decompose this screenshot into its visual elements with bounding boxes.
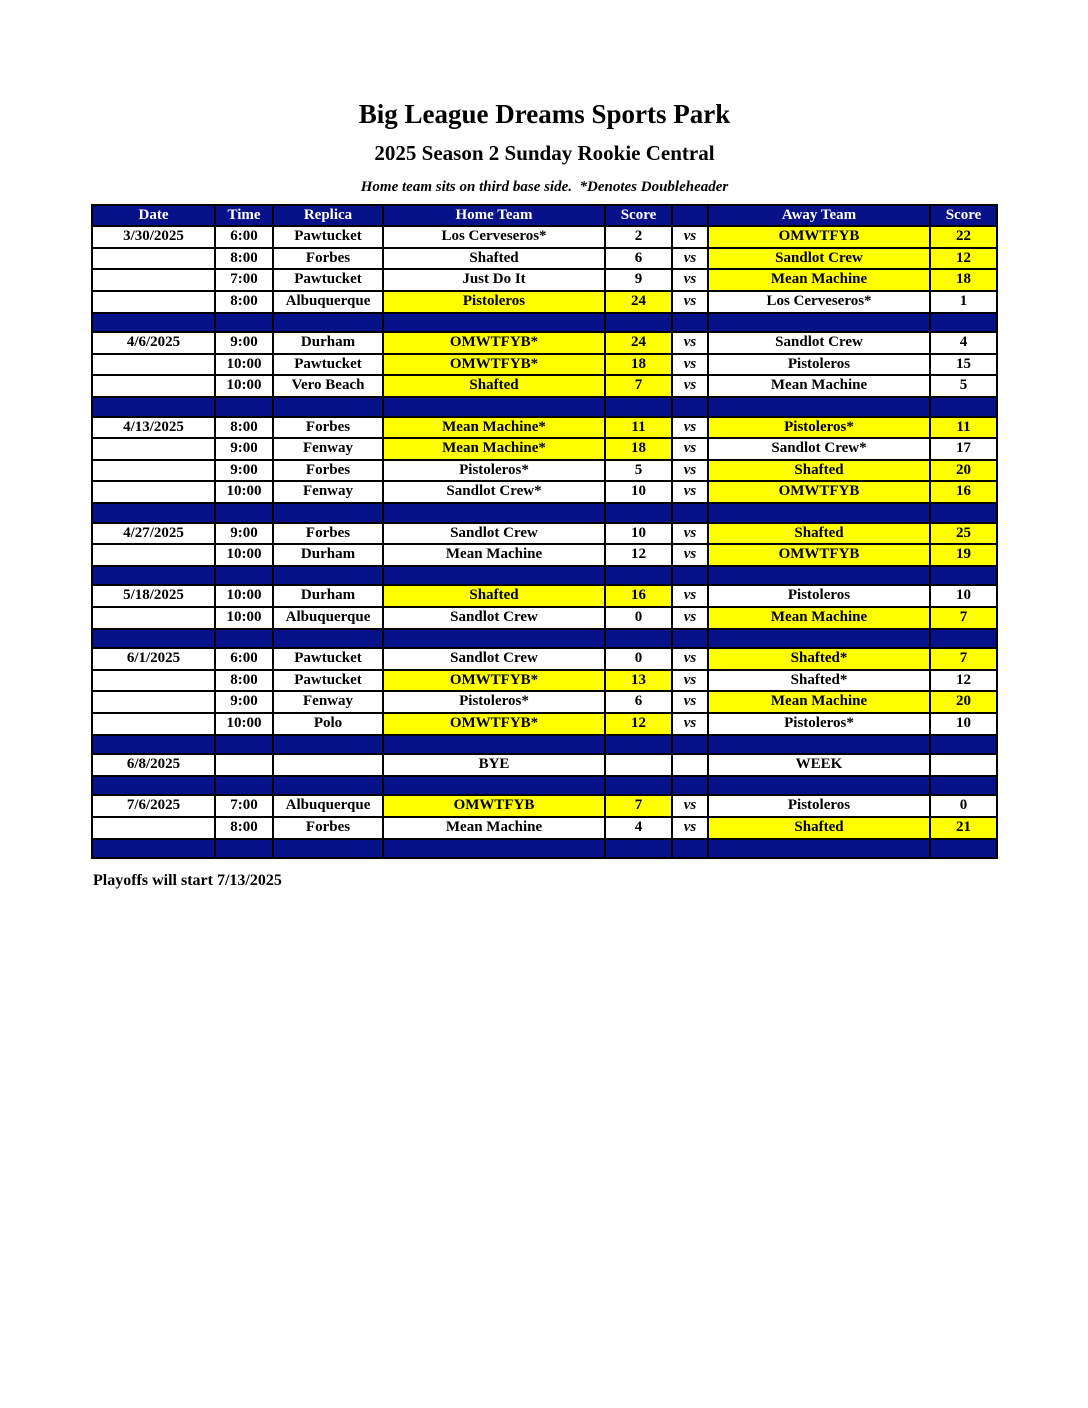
schedule-sheet xyxy=(91,0,998,890)
page-subtitle: 2025 Season 2 Sunday Rookie Central xyxy=(374,140,715,165)
separator-cell xyxy=(930,397,997,417)
home-team-cell: Sandlot Crew* xyxy=(383,481,605,503)
time-cell: 10:00 xyxy=(215,544,273,566)
separator-cell xyxy=(383,313,605,333)
playoffs-note: Playoffs will start 7/13/2025 xyxy=(93,872,282,890)
date-cell xyxy=(92,607,215,629)
game-row xyxy=(92,795,997,817)
date-cell xyxy=(92,481,215,503)
separator-cell xyxy=(273,503,383,523)
replica-cell: Durham xyxy=(273,332,383,354)
vs-label: vs xyxy=(672,291,708,313)
home-team-cell: BYE xyxy=(383,754,605,776)
away-score-cell: 17 xyxy=(930,438,997,460)
separator-cell xyxy=(273,776,383,796)
away-team-cell: Pistoleros xyxy=(708,795,930,817)
away-team-cell: Shafted* xyxy=(708,648,930,670)
vs-label: vs xyxy=(672,817,708,839)
away-team-cell: OMWTFYB xyxy=(708,544,930,566)
vs-label: vs xyxy=(672,226,708,248)
away-score-cell: 16 xyxy=(930,481,997,503)
home-score-cell: 18 xyxy=(605,354,672,376)
time-cell xyxy=(215,754,273,776)
home-score-cell xyxy=(605,754,672,776)
time-cell: 10:00 xyxy=(215,585,273,607)
separator-cell xyxy=(605,735,672,755)
game-row xyxy=(92,544,997,566)
away-team-cell: Shafted* xyxy=(708,670,930,692)
home-team-cell: Just Do It xyxy=(383,269,605,291)
home-score-cell: 24 xyxy=(605,332,672,354)
separator-cell xyxy=(273,839,383,859)
home-score-cell: 16 xyxy=(605,585,672,607)
date-cell xyxy=(92,291,215,313)
date-cell xyxy=(92,670,215,692)
away-team-cell: Shafted xyxy=(708,817,930,839)
replica-cell: Durham xyxy=(273,585,383,607)
home-team-cell: Mean Machine xyxy=(383,544,605,566)
vs-label: vs xyxy=(672,460,708,482)
game-row xyxy=(92,670,997,692)
separator-cell xyxy=(383,735,605,755)
separator-row xyxy=(92,313,997,333)
away-team-cell: Sandlot Crew xyxy=(708,248,930,270)
separator-cell xyxy=(273,397,383,417)
date-cell xyxy=(92,713,215,735)
away-score-cell: 7 xyxy=(930,607,997,629)
away-team-cell: Pistoleros* xyxy=(708,417,930,439)
replica-cell: Pawtucket xyxy=(273,354,383,376)
game-row xyxy=(92,438,997,460)
home-score-cell: 10 xyxy=(605,523,672,545)
separator-cell xyxy=(672,839,708,859)
away-team-cell: Pistoleros* xyxy=(708,713,930,735)
separator-cell xyxy=(605,313,672,333)
home-score-cell: 10 xyxy=(605,481,672,503)
replica-cell: Fenway xyxy=(273,691,383,713)
game-row xyxy=(92,523,997,545)
away-score-cell: 20 xyxy=(930,691,997,713)
separator-cell xyxy=(605,503,672,523)
col-header-vs xyxy=(672,205,708,227)
home-score-cell: 6 xyxy=(605,248,672,270)
time-cell: 7:00 xyxy=(215,269,273,291)
home-team-cell: Mean Machine xyxy=(383,817,605,839)
vs-label: vs xyxy=(672,691,708,713)
separator-cell xyxy=(273,313,383,333)
away-score-cell: 11 xyxy=(930,417,997,439)
separator-cell xyxy=(215,397,273,417)
home-score-cell: 24 xyxy=(605,291,672,313)
date-cell: 4/6/2025 xyxy=(92,332,215,354)
vs-label: vs xyxy=(672,544,708,566)
separator-cell xyxy=(273,629,383,649)
replica-cell: Albuquerque xyxy=(273,795,383,817)
vs-label: vs xyxy=(672,607,708,629)
separator-cell xyxy=(708,839,930,859)
separator-cell xyxy=(605,566,672,586)
vs-label: vs xyxy=(672,354,708,376)
separator-row xyxy=(92,503,997,523)
date-cell xyxy=(92,460,215,482)
time-cell: 8:00 xyxy=(215,670,273,692)
away-score-cell: 1 xyxy=(930,291,997,313)
home-team-cell: Shafted xyxy=(383,248,605,270)
game-row xyxy=(92,417,997,439)
date-cell xyxy=(92,544,215,566)
away-team-cell: Pistoleros xyxy=(708,354,930,376)
separator-cell xyxy=(92,735,215,755)
time-cell: 9:00 xyxy=(215,523,273,545)
separator-cell xyxy=(383,839,605,859)
col-header-away-score: Score xyxy=(930,205,997,227)
col-header-date: Date xyxy=(92,205,215,227)
time-cell: 10:00 xyxy=(215,481,273,503)
replica-cell: Pawtucket xyxy=(273,269,383,291)
separator-cell xyxy=(672,776,708,796)
col-header-home-team: Home Team xyxy=(383,205,605,227)
home-score-cell: 7 xyxy=(605,795,672,817)
vs-label: vs xyxy=(672,713,708,735)
home-score-cell: 11 xyxy=(605,417,672,439)
game-row xyxy=(92,291,997,313)
date-cell xyxy=(92,375,215,397)
replica-cell: Albuquerque xyxy=(273,607,383,629)
game-row xyxy=(92,607,997,629)
separator-row xyxy=(92,735,997,755)
separator-cell xyxy=(383,566,605,586)
time-cell: 8:00 xyxy=(215,817,273,839)
time-cell: 10:00 xyxy=(215,375,273,397)
date-cell xyxy=(92,269,215,291)
home-score-cell: 7 xyxy=(605,375,672,397)
separator-cell xyxy=(930,313,997,333)
home-team-cell: Mean Machine* xyxy=(383,417,605,439)
game-row xyxy=(92,691,997,713)
time-cell: 8:00 xyxy=(215,291,273,313)
home-team-cell: Shafted xyxy=(383,375,605,397)
time-cell: 10:00 xyxy=(215,607,273,629)
home-team-cell: Shafted xyxy=(383,585,605,607)
separator-cell xyxy=(383,629,605,649)
replica-cell: Forbes xyxy=(273,248,383,270)
replica-cell: Pawtucket xyxy=(273,648,383,670)
vs-label: vs xyxy=(672,375,708,397)
separator-cell xyxy=(92,397,215,417)
time-cell: 9:00 xyxy=(215,332,273,354)
home-score-cell: 13 xyxy=(605,670,672,692)
game-row xyxy=(92,354,997,376)
home-team-cell: OMWTFYB xyxy=(383,795,605,817)
separator-cell xyxy=(672,503,708,523)
separator-cell xyxy=(215,313,273,333)
separator-cell xyxy=(605,397,672,417)
away-score-cell: 19 xyxy=(930,544,997,566)
date-cell xyxy=(92,248,215,270)
date-cell: 4/27/2025 xyxy=(92,523,215,545)
separator-cell xyxy=(930,776,997,796)
col-header-time: Time xyxy=(215,205,273,227)
away-team-cell: Mean Machine xyxy=(708,607,930,629)
separator-cell xyxy=(930,735,997,755)
replica-cell: Fenway xyxy=(273,481,383,503)
separator-cell xyxy=(930,839,997,859)
replica-cell: Albuquerque xyxy=(273,291,383,313)
separator-cell xyxy=(708,735,930,755)
home-score-cell: 2 xyxy=(605,226,672,248)
game-row xyxy=(92,375,997,397)
home-team-cell: OMWTFYB* xyxy=(383,713,605,735)
replica-cell: Forbes xyxy=(273,417,383,439)
date-cell xyxy=(92,354,215,376)
separator-cell xyxy=(672,566,708,586)
separator-cell xyxy=(672,313,708,333)
vs-label: vs xyxy=(672,585,708,607)
separator-cell xyxy=(215,503,273,523)
time-cell: 6:00 xyxy=(215,226,273,248)
replica-cell: Pawtucket xyxy=(273,670,383,692)
home-team-cell: Sandlot Crew xyxy=(383,607,605,629)
separator-row xyxy=(92,839,997,859)
separator-cell xyxy=(930,566,997,586)
replica-cell: Vero Beach xyxy=(273,375,383,397)
separator-cell xyxy=(273,735,383,755)
vs-label: vs xyxy=(672,523,708,545)
away-score-cell xyxy=(930,754,997,776)
away-score-cell: 5 xyxy=(930,375,997,397)
vs-label: vs xyxy=(672,670,708,692)
away-team-cell: Los Cerveseros* xyxy=(708,291,930,313)
separator-cell xyxy=(708,629,930,649)
separator-cell xyxy=(215,629,273,649)
away-score-cell: 25 xyxy=(930,523,997,545)
vs-label: vs xyxy=(672,795,708,817)
time-cell: 9:00 xyxy=(215,691,273,713)
page-tagline: Home team sits on third base side. *Denotes Doubleheader xyxy=(360,178,729,195)
home-score-cell: 18 xyxy=(605,438,672,460)
vs-label: vs xyxy=(672,248,708,270)
separator-cell xyxy=(708,503,930,523)
page-title: Big League Dreams Sports Park xyxy=(358,99,731,129)
separator-cell xyxy=(215,566,273,586)
away-team-cell: Mean Machine xyxy=(708,375,930,397)
away-team-cell: OMWTFYB xyxy=(708,481,930,503)
away-score-cell: 10 xyxy=(930,713,997,735)
game-row xyxy=(92,226,997,248)
time-cell: 8:00 xyxy=(215,248,273,270)
away-score-cell: 0 xyxy=(930,795,997,817)
home-score-cell: 4 xyxy=(605,817,672,839)
separator-cell xyxy=(708,566,930,586)
game-row xyxy=(92,754,997,776)
separator-cell xyxy=(672,735,708,755)
away-team-cell: Mean Machine xyxy=(708,269,930,291)
away-score-cell: 20 xyxy=(930,460,997,482)
separator-row xyxy=(92,776,997,796)
separator-cell xyxy=(383,503,605,523)
game-row xyxy=(92,817,997,839)
game-row xyxy=(92,713,997,735)
replica-cell: Fenway xyxy=(273,438,383,460)
away-score-cell: 12 xyxy=(930,670,997,692)
time-cell: 10:00 xyxy=(215,354,273,376)
away-team-cell: Shafted xyxy=(708,460,930,482)
date-cell: 6/8/2025 xyxy=(92,754,215,776)
home-team-cell: OMWTFYB* xyxy=(383,354,605,376)
time-cell: 9:00 xyxy=(215,460,273,482)
vs-label: vs xyxy=(672,417,708,439)
vs-label: vs xyxy=(672,438,708,460)
col-header-replica: Replica xyxy=(273,205,383,227)
away-score-cell: 7 xyxy=(930,648,997,670)
game-row xyxy=(92,248,997,270)
home-score-cell: 0 xyxy=(605,648,672,670)
away-score-cell: 4 xyxy=(930,332,997,354)
away-team-cell: Mean Machine xyxy=(708,691,930,713)
vs-label: vs xyxy=(672,648,708,670)
away-score-cell: 15 xyxy=(930,354,997,376)
home-team-cell: Sandlot Crew xyxy=(383,523,605,545)
home-score-cell: 9 xyxy=(605,269,672,291)
away-score-cell: 21 xyxy=(930,817,997,839)
away-score-cell: 22 xyxy=(930,226,997,248)
separator-row xyxy=(92,397,997,417)
separator-cell xyxy=(672,397,708,417)
home-score-cell: 12 xyxy=(605,713,672,735)
separator-row xyxy=(92,566,997,586)
home-score-cell: 0 xyxy=(605,607,672,629)
time-cell: 7:00 xyxy=(215,795,273,817)
game-row xyxy=(92,332,997,354)
separator-cell xyxy=(383,776,605,796)
home-team-cell: OMWTFYB* xyxy=(383,332,605,354)
separator-cell xyxy=(92,503,215,523)
away-score-cell: 12 xyxy=(930,248,997,270)
replica-cell: Polo xyxy=(273,713,383,735)
away-team-cell: Sandlot Crew* xyxy=(708,438,930,460)
game-row xyxy=(92,460,997,482)
home-team-cell: Sandlot Crew xyxy=(383,648,605,670)
replica-cell: Forbes xyxy=(273,523,383,545)
vs-label: vs xyxy=(672,269,708,291)
game-row xyxy=(92,269,997,291)
home-score-cell: 5 xyxy=(605,460,672,482)
away-team-cell: Shafted xyxy=(708,523,930,545)
separator-cell xyxy=(215,735,273,755)
separator-cell xyxy=(215,776,273,796)
vs-label xyxy=(672,754,708,776)
date-cell xyxy=(92,691,215,713)
replica-cell: Pawtucket xyxy=(273,226,383,248)
separator-cell xyxy=(672,629,708,649)
away-score-cell: 18 xyxy=(930,269,997,291)
home-team-cell: Los Cerveseros* xyxy=(383,226,605,248)
separator-cell xyxy=(383,397,605,417)
away-team-cell: Sandlot Crew xyxy=(708,332,930,354)
vs-label: vs xyxy=(672,481,708,503)
separator-cell xyxy=(92,566,215,586)
away-score-cell: 10 xyxy=(930,585,997,607)
header-row xyxy=(92,205,997,227)
date-cell: 7/6/2025 xyxy=(92,795,215,817)
separator-cell xyxy=(273,566,383,586)
date-cell: 6/1/2025 xyxy=(92,648,215,670)
date-cell: 3/30/2025 xyxy=(92,226,215,248)
time-cell: 6:00 xyxy=(215,648,273,670)
time-cell: 9:00 xyxy=(215,438,273,460)
separator-cell xyxy=(605,629,672,649)
home-score-cell: 6 xyxy=(605,691,672,713)
separator-cell xyxy=(92,313,215,333)
separator-cell xyxy=(92,839,215,859)
home-score-cell: 12 xyxy=(605,544,672,566)
game-row xyxy=(92,481,997,503)
home-team-cell: Pistoleros* xyxy=(383,691,605,713)
col-header-away-team: Away Team xyxy=(708,205,930,227)
separator-row xyxy=(92,629,997,649)
home-team-cell: Mean Machine* xyxy=(383,438,605,460)
away-team-cell: WEEK xyxy=(708,754,930,776)
home-team-cell: OMWTFYB* xyxy=(383,670,605,692)
separator-cell xyxy=(92,629,215,649)
separator-cell xyxy=(930,629,997,649)
separator-cell xyxy=(605,776,672,796)
away-team-cell: Pistoleros xyxy=(708,585,930,607)
separator-cell xyxy=(930,503,997,523)
separator-cell xyxy=(708,397,930,417)
home-team-cell: Pistoleros xyxy=(383,291,605,313)
replica-cell xyxy=(273,754,383,776)
date-cell xyxy=(92,817,215,839)
replica-cell: Durham xyxy=(273,544,383,566)
away-team-cell: OMWTFYB xyxy=(708,226,930,248)
vs-label: vs xyxy=(672,332,708,354)
separator-cell xyxy=(92,776,215,796)
separator-cell xyxy=(215,839,273,859)
date-cell xyxy=(92,438,215,460)
replica-cell: Forbes xyxy=(273,817,383,839)
game-row xyxy=(92,585,997,607)
separator-cell xyxy=(605,839,672,859)
date-cell: 5/18/2025 xyxy=(92,585,215,607)
home-team-cell: Pistoleros* xyxy=(383,460,605,482)
separator-cell xyxy=(708,776,930,796)
replica-cell: Forbes xyxy=(273,460,383,482)
game-row xyxy=(92,648,997,670)
time-cell: 8:00 xyxy=(215,417,273,439)
separator-cell xyxy=(708,313,930,333)
schedule-table xyxy=(91,204,998,859)
time-cell: 10:00 xyxy=(215,713,273,735)
date-cell: 4/13/2025 xyxy=(92,417,215,439)
col-header-home-score: Score xyxy=(605,205,672,227)
